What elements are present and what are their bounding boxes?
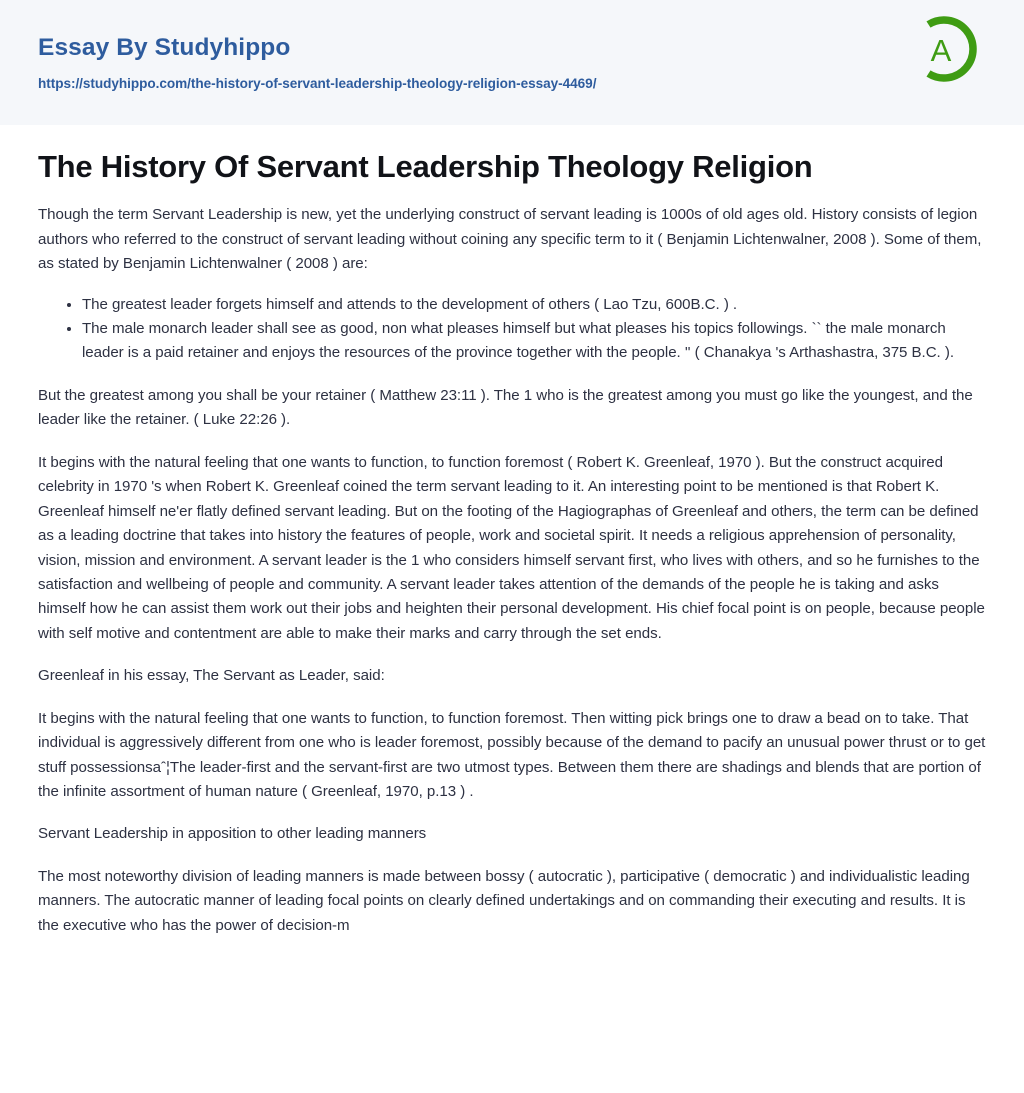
essay-lead-in: Greenleaf in his essay, The Servant as Leader, said:	[38, 667, 385, 685]
site-header	[0, 0, 1024, 125]
definition-paragraph: It begins with the natural feeling that one wants to function, to function foremost ( Robert K. Greenleaf, 1970 ). But the construct acquired celebrity in 1970 's when Robert K. Greenleaf coined the term servant leading to it. An interesting point to be mentioned is that Robert K. Greenleaf himself ne'er flatly defined servant leading. But on the footing of the Hagiographas of Greenleaf and others, the term can be defined as a leading doctrine that takes into history the features of people, work and societal spirit. It needs a religious apprehension of personality, vision, mission and environment. A servant leader is the 1 who considers himself servant first, who lives with others, and so he furnishes to the satisfaction and wellbeing of people and community. A servant leader takes attention of the demands of the people he is taking and asks himself how he can assist them work out their jobs and heighten their personal development. His chief focal point is on people, because people with self motive and contentment are able to make their marks and carry through the set ends.	[38, 453, 985, 642]
studyhippo-logo-icon	[908, 13, 980, 85]
scripture-paragraph: But the greatest among you shall be your retainer ( Matthew 23:11 ). The 1 who is the greatest among you must go like the youngest, and the leader like the retainer. ( Luke 22:26 ).	[38, 386, 973, 429]
header-brand-block	[38, 33, 596, 93]
intro-paragraph: Though the term Servant Leadership is new, yet the underlying construct of servant leading is 1000s of old ages old. History consists of legion authors who referred to the construct of servant leading without coining any specific term to it ( Benjamin Lichtenwalner, 2008 ). Some of them, as stated by Benjamin Lichtenwalner ( 2008 ) are:	[38, 206, 982, 273]
final-paragraph: The most noteworthy division of leading manners is made between bossy ( autocratic ), participative ( democratic ) and individualistic leading manners. The autocratic manner of leading focal points on clearly defined undertakings and on commanding their executing and results. It is the executive who has the power of decision-m	[38, 867, 970, 934]
greenleaf-quote-paragraph: It begins with the natural feeling that one wants to function, to function foremost. Then witting pick brings one to draw a bead on to take. That individual is aggressively different from one who is leader foremost, possibly because of the demand to pacify an unusual power thrust or to get stuff possessionsaˆ¦The leader-first and the servant-first are two utmost types. Between them there are shadings and blends that are portion of the infinite assortment of human nature ( Greenleaf, 1970, p.13 ) .	[38, 709, 986, 801]
list-item: • The greatest leader forgets himself and attends to the development of others ( Lao Tzu, 600B.C. ) .	[82, 293, 986, 317]
quotations-list	[38, 293, 986, 366]
list-item: • The male monarch leader shall see as good, non what pleases himself but what pleases his topics followings. `` the male monarch leader is a paid retainer and enjoys the resources of the province together with the people. '' ( Chanakya 's Arthashastra, 375 B.C. ).	[82, 317, 986, 366]
source-url-link[interactable]: https://studyhippo.com/the-history-of-servant-leadership-theology-religion-essay-4469/	[38, 76, 597, 92]
brand-title: Essay By Studyhippo	[38, 33, 291, 61]
page-title: The History Of Servant Leadership Theology Religion	[38, 149, 813, 184]
article-body	[0, 149, 1024, 938]
svg-text:A: A	[930, 33, 952, 68]
section-heading: Servant Leadership in apposition to other leading manners	[38, 825, 427, 843]
